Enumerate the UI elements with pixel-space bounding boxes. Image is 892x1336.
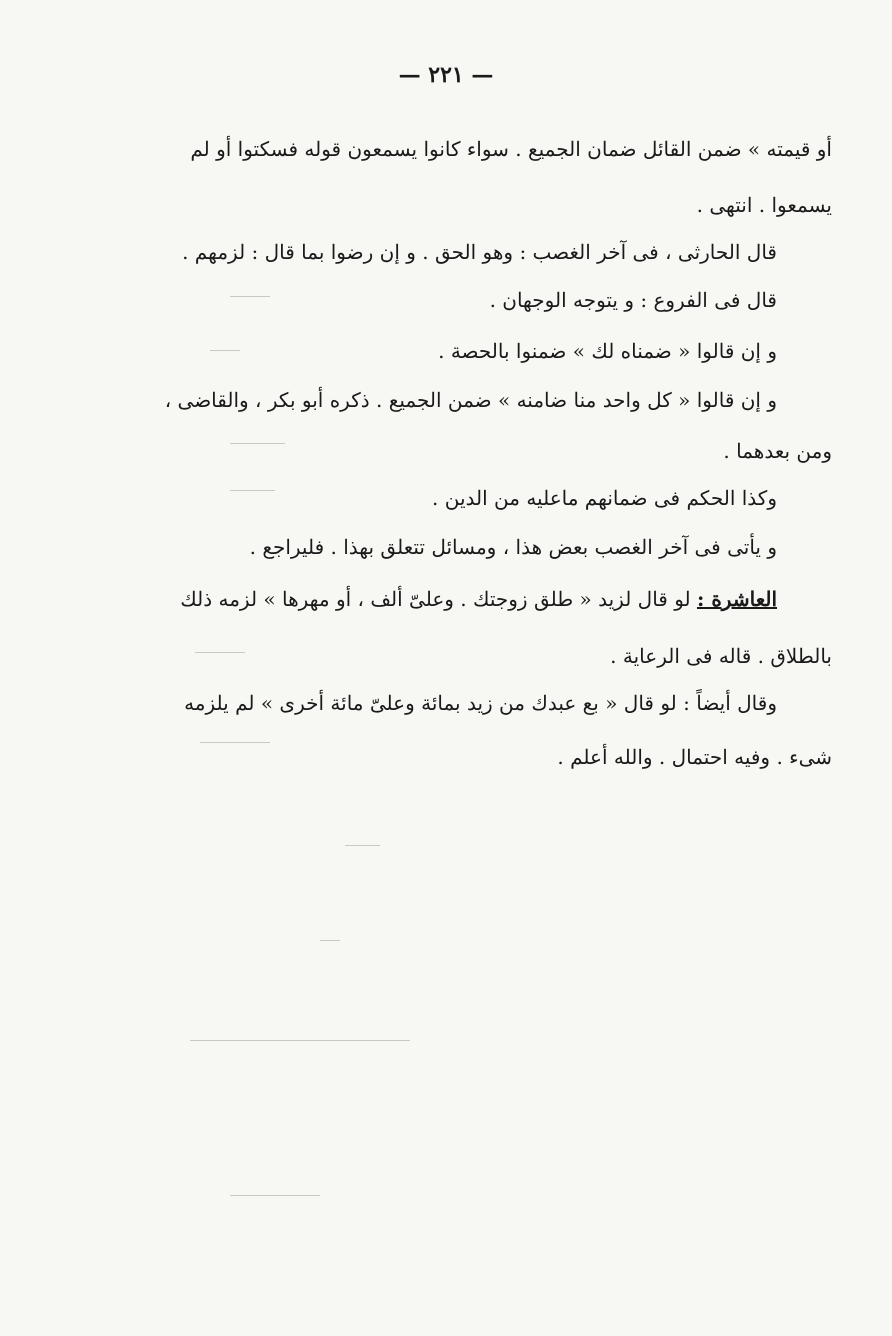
section-term: العاشرة :	[696, 587, 777, 611]
text-line-7: ومن بعدهما .	[723, 439, 832, 463]
text-line-4: قال فى الفروع : و يتوجه الوجهان .	[489, 288, 777, 312]
section-text: لو قال لزيد « طلق زوجتك . وعلىّ ألف ، أو مهرها » لزمه ذلك	[180, 587, 697, 611]
scan-speck	[200, 742, 270, 743]
text-line-8: وكذا الحكم فى ضمانهم ماعليه من الدين .	[432, 486, 777, 510]
page-number: — ٢٢١ —	[398, 62, 494, 88]
scan-speck	[230, 490, 275, 491]
text-line-12: وقال أيضاً : لو قال « بع عبدك من زيد بمائة وعلىّ مائة أخرى » لم يلزمه	[184, 691, 777, 715]
scan-speck	[320, 940, 340, 941]
scan-speck	[210, 350, 240, 351]
scan-speck	[230, 296, 270, 297]
text-line-10	[117, 584, 777, 614]
text-line-11: بالطلاق . قاله فى الرعاية .	[610, 644, 832, 668]
scan-speck	[345, 845, 380, 846]
scan-speck	[190, 1040, 410, 1041]
text-line-9: و يأتى فى آخر الغصب بعض هذا ، ومسائل تتعلق بهذا . فليراجع .	[249, 535, 777, 559]
text-line-13: شىء . وفيه احتمال . والله أعلم .	[557, 745, 832, 769]
text-line-1: أو قيمته » ضمن القائل ضمان الجميع . سواء كانوا يسمعون قوله فسكتوا أو لم	[190, 137, 832, 161]
scan-speck	[230, 1195, 320, 1196]
scan-speck	[195, 652, 245, 653]
text-line-2: يسمعوا . انتهى .	[696, 193, 832, 217]
text-line-6: و إن قالوا « كل واحد منا ضامنه » ضمن الجميع . ذكره أبو بكر ، والقاضى ،	[164, 388, 777, 412]
scan-speck	[230, 443, 285, 444]
text-line-3: قال الحارثى ، فى آخر الغصب : وهو الحق . و إن رضوا بما قال : لزمهم .	[182, 240, 777, 264]
text-line-5: و إن قالوا « ضمناه لك » ضمنوا بالحصة .	[438, 339, 777, 363]
